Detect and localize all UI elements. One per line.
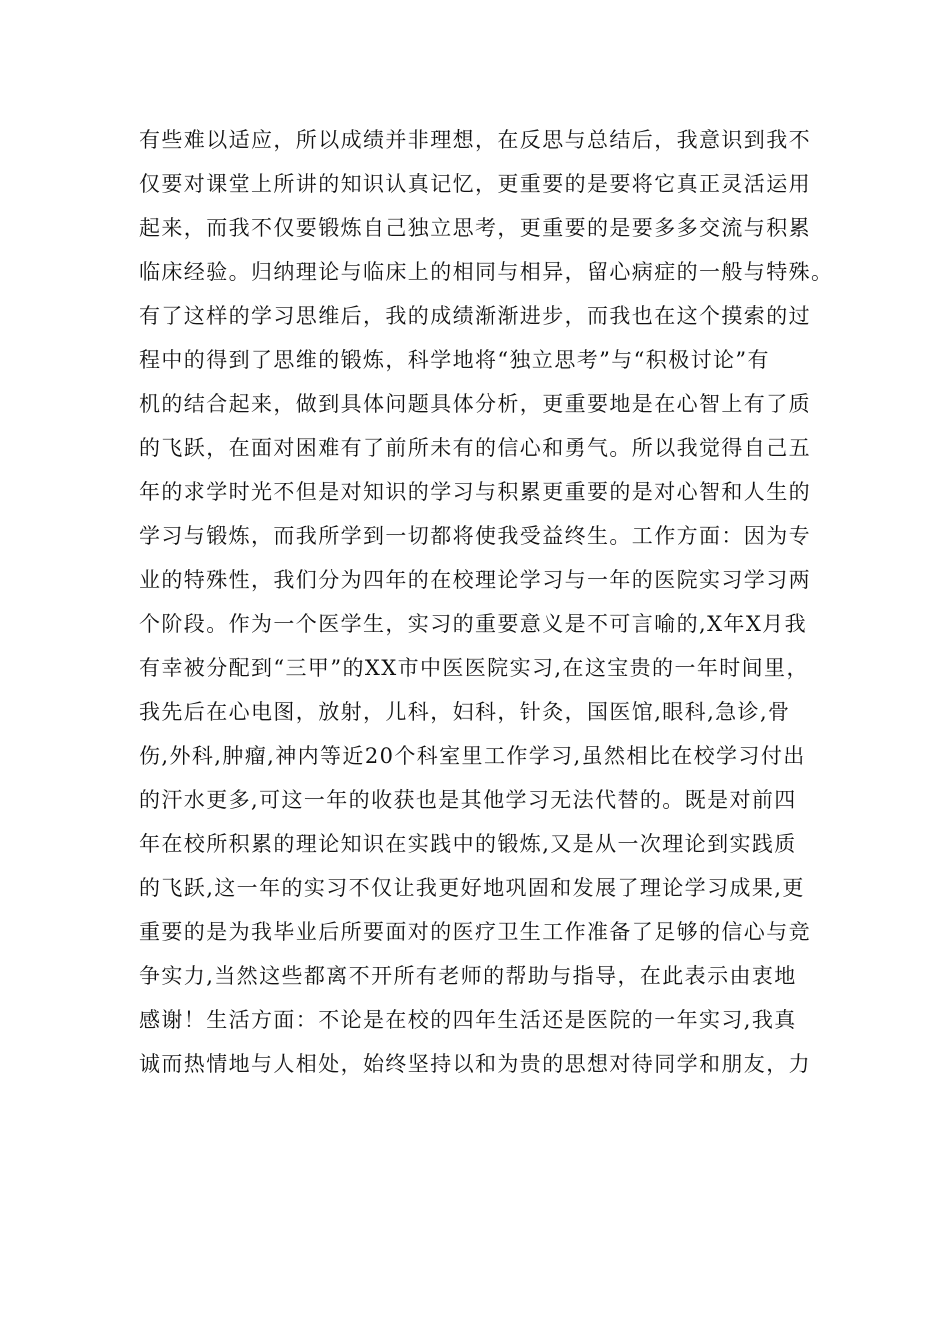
text-line: 仅要对课堂上所讲的知识认真记忆，更重要的是要将它真正灵活运用 [139, 172, 811, 196]
text-line: 争实力,当然这些都离不开所有老师的帮助与指导，在此表示由衷地 [139, 964, 797, 988]
body-text [139, 118, 839, 1086]
text-line: 伤,外科,肿瘤,神内等近20个科室里工作学习,虽然相比在校学习付出 [139, 744, 806, 768]
text-line: 的飞跃,这一年的实习不仅让我更好地巩固和发展了理论学习成果,更 [139, 876, 805, 900]
text-line: 有幸被分配到“三甲”的XX市中医医院实习,在这宝贵的一年时间里， [139, 656, 809, 680]
text-line: 诚而热情地与人相处，始终坚持以和为贵的思想对待同学和朋友，力 [139, 1052, 811, 1076]
text-line: 有了这样的学习思维后，我的成绩渐渐进步，而我也在这个摸索的过 [139, 304, 811, 328]
text-line: 重要的是为我毕业后所要面对的医疗卫生工作准备了足够的信心与竞 [139, 920, 811, 944]
text-line: 起来，而我不仅要锻炼自己独立思考，更重要的是要多多交流与积累 [139, 216, 811, 240]
text-line: 程中的得到了思维的锻炼，科学地将“独立思考”与“积极讨论”有 [139, 348, 770, 372]
text-line: 的汗水更多,可这一年的收获也是其他学习无法代替的。既是对前四 [139, 788, 797, 812]
text-line: 有些难以适应，所以成绩并非理想，在反思与总结后，我意识到我不 [139, 128, 811, 152]
text-line: 感谢！生活方面：不论是在校的四年生活还是医院的一年实习,我真 [139, 1008, 797, 1032]
text-line: 机的结合起来，做到具体问题具体分析，更重要地是在心智上有了质 [139, 392, 811, 416]
text-line: 学习与锻炼，而我所学到一切都将使我受益终生。工作方面：因为专 [139, 524, 811, 548]
text-line: 临床经验。归纳理论与临床上的相同与相异，留心病症的一般与特殊。 [139, 260, 834, 284]
text-line: 的飞跃，在面对困难有了前所未有的信心和勇气。所以我觉得自己五 [139, 436, 811, 460]
text-line: 个阶段。作为一个医学生，实习的重要意义是不可言喻的,X年X月我 [139, 612, 807, 636]
text-line: 业的特殊性，我们分为四年的在校理论学习与一年的医院实习学习两 [139, 568, 811, 592]
text-line: 我先后在心电图，放射，儿科，妇科，针灸，国医馆,眼科,急诊,骨 [139, 700, 791, 724]
text-line: 年的求学时光不但是对知识的学习与积累更重要的是对心智和人生的 [139, 480, 811, 504]
text-line: 年在校所积累的理论知识在实践中的锻炼,又是从一次理论到实践质 [139, 832, 797, 856]
